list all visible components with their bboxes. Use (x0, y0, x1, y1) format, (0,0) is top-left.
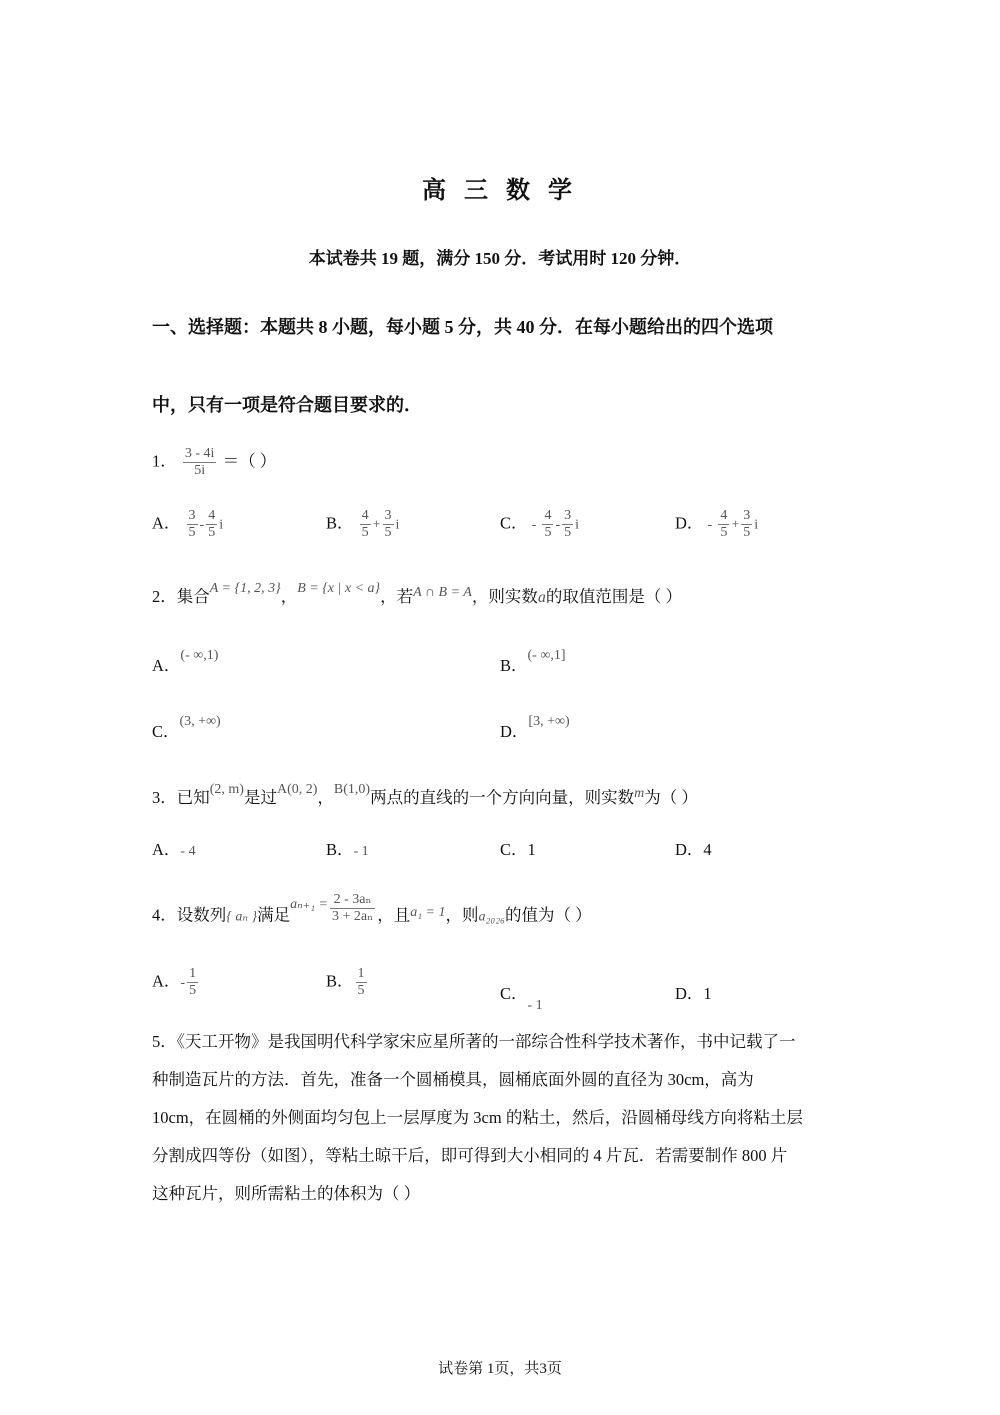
question-5-line: 这种瓦片，则所需粘土的体积为（ ） (152, 1184, 421, 1203)
q2-option-b[interactable]: B．$^{(- \infty,1]}$ (500, 648, 566, 675)
q2-option-c[interactable]: C．$^{(3, +\infty)}$ (152, 714, 221, 741)
question-4: 4．设数列{ aₙ }满足$^{a_{n+1} =}$ $\frac{\text{2 - 3aₙ}}{\text{3 + 2aₙ}}$ ，且$^{a_1 = 1}$，则a₂₀₂₆的值为（ ） (152, 892, 592, 925)
question-tail: ＝（ ） (222, 451, 277, 471)
q1-option-d[interactable]: D． - $\frac{4}{5}$ + $\frac{3}{5}$ i (675, 508, 759, 541)
question-5-line: 种制造瓦片的方法．首先，准备一个圆桶模具，圆桶底面外圆的直径为 30cm，高为 (152, 1070, 754, 1089)
q1-option-a[interactable]: A． $\frac{3}{5}$ - $\frac{4}{5}$ i (152, 508, 224, 541)
fraction: $\frac{3 - 4i}{5i}$ (184, 446, 215, 479)
q2-option-d[interactable]: D．$^{[3, +\infty)}$ (500, 714, 570, 741)
question-5-line: 分割成四等份（如图），等粘土晾干后，即可得到大小相同的 4 片瓦．若需要制作 800 片 (152, 1146, 788, 1165)
q4-option-d[interactable]: D．1 (675, 984, 712, 1003)
question-5-line: 5．《天工开物》是我国明代科学家宋应星所著的一部综合性科学技术著作，书中记载了一 (152, 1032, 796, 1051)
q1-option-b[interactable]: B． $\frac{4}{5}$ + $\frac{3}{5}$ i (326, 508, 400, 541)
q4-option-b[interactable]: B． $\frac{1}{5}$ (326, 966, 365, 999)
q3-option-c[interactable]: C．1 (500, 840, 536, 859)
exam-info: 本试卷共 19 题，满分 150 分．考试用时 120 分钟． (308, 249, 692, 268)
q4-option-c[interactable]: C．$_{- 1}$ (500, 984, 543, 1013)
q3-option-d[interactable]: D．4 (675, 840, 712, 859)
question-number: 1． (152, 451, 177, 471)
question-3: 3．已知$^{(2, m)}$是过$^{A(0, 2)}$，$^{B(1,0)}$两点的直线的一个方向向量，则实数$^m$为（ ） (152, 782, 698, 807)
question-5 (152, 1023, 803, 1213)
question-5-line: 10cm，在圆桶的外侧面均匀包上一层厚度为 3cm 的粘土，然后，沿圆桶母线方向将粘土层 (152, 1108, 803, 1127)
q4-option-a[interactable]: A．- $\frac{1}{5}$ (152, 966, 197, 999)
section-heading-line1: 一、选择题：本题共 8 小题，每小题 5 分，共 40 分．在每小题给出的四个选项 (152, 317, 773, 337)
q3-option-b[interactable]: B．- 1 (326, 840, 369, 859)
q1-option-c[interactable]: C． - $\frac{4}{5}$ - $\frac{3}{5}$ i (500, 508, 579, 541)
question-2: 2．集合$^{A = \{1, 2, 3\}}$，$^{B = \{x | x < a\}}$，若$^{A \cap B = A}$，则实数a的取值范围是（ ） (152, 581, 682, 606)
page-footer: 试卷第 1页，共3页 (438, 1361, 562, 1377)
section-heading-line2: 中，只有一项是符合题目要求的． (152, 395, 422, 415)
page-title: 高 三 数 学 (422, 178, 578, 204)
q3-option-a[interactable]: A．- 4 (152, 840, 196, 859)
question-1 (152, 446, 276, 479)
q2-option-a[interactable]: A．$^{(- \infty,1)}$ (152, 648, 219, 675)
